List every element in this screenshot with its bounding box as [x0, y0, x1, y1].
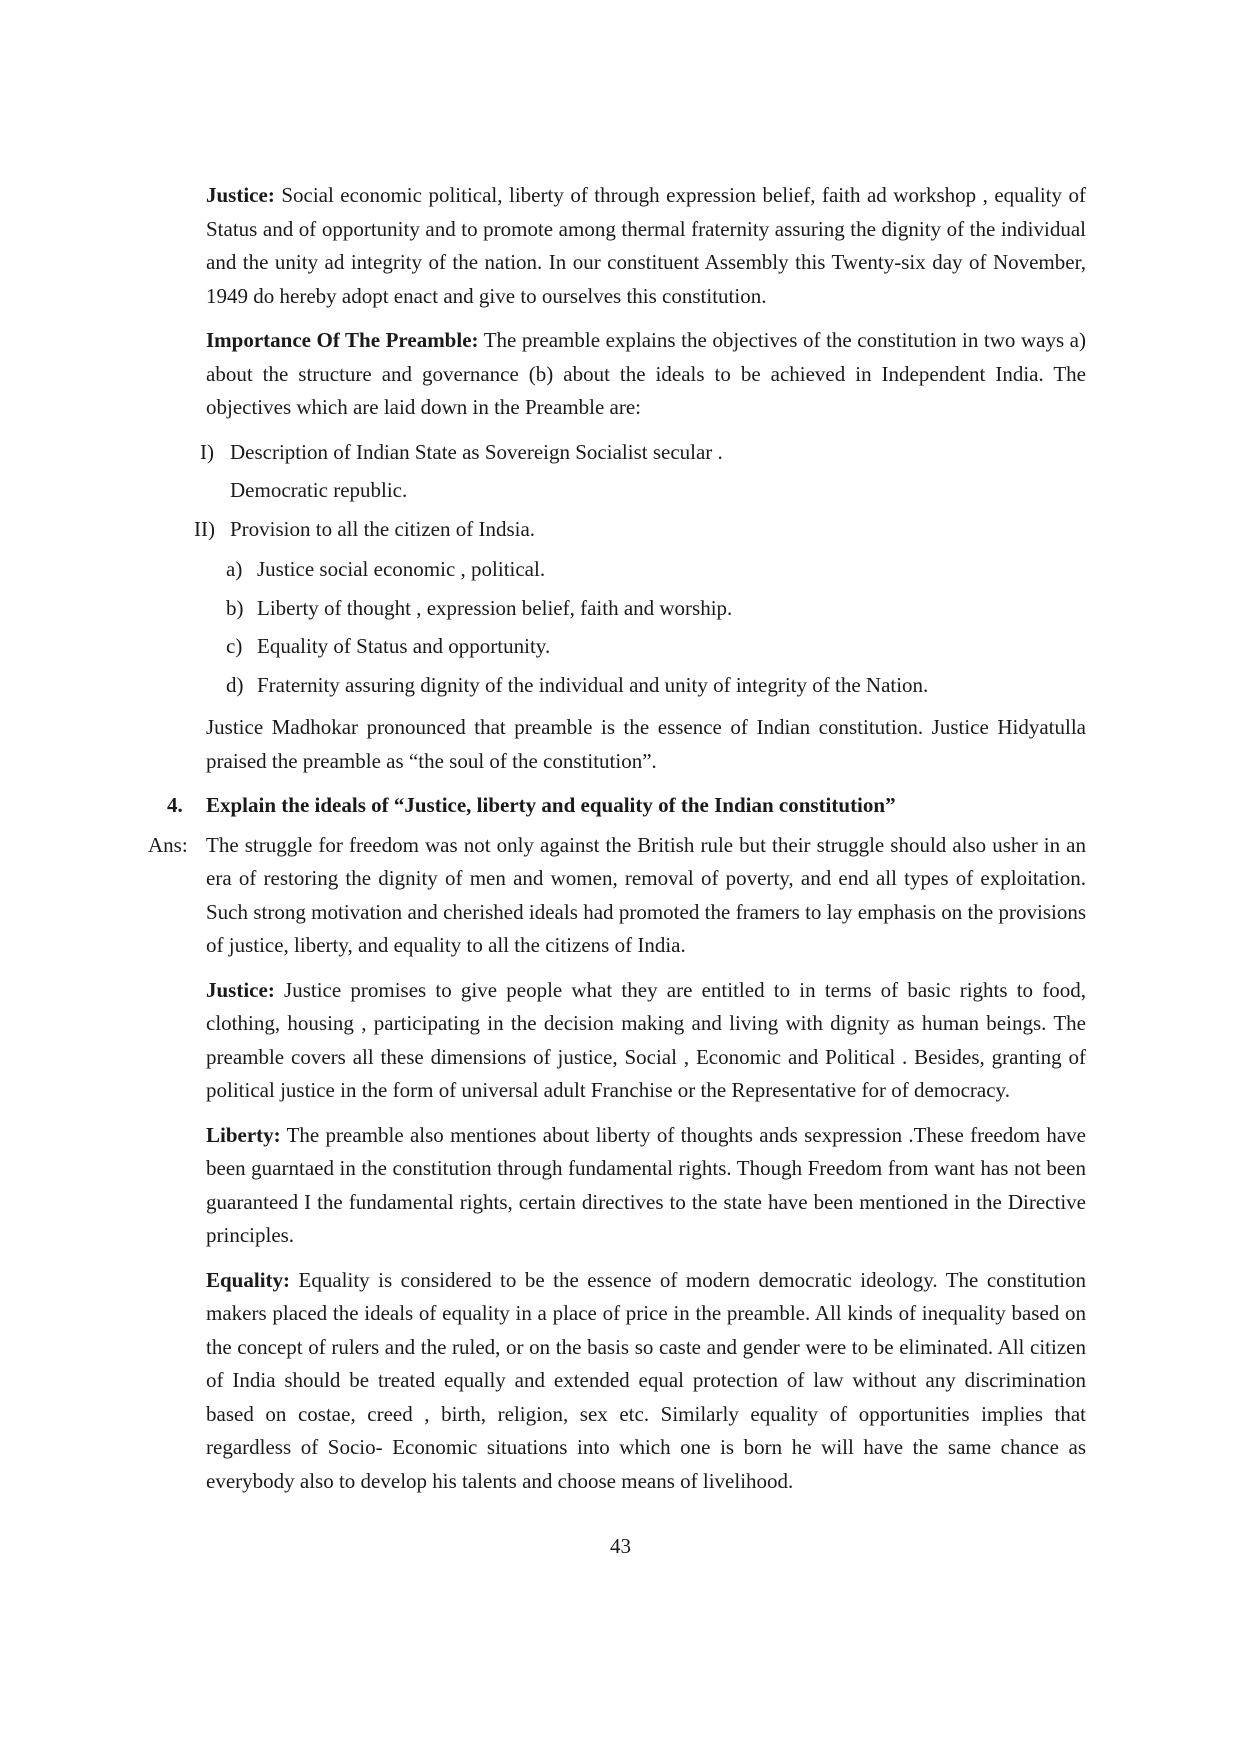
- list-item: [194, 513, 1086, 547]
- intro-paragraph-text: Social economic political, liberty of through expression belief, faith ad workshop , equality of Status and of opportunity and to promote among thermal fraternity assuring the dignity of the individual and the unity ad integrity of the nation. In our constituent Assembly this Twenty-six day of November, 1949 do hereby adopt enact and give to ourselves this constitution.: [206, 183, 1086, 308]
- quote-paragraph: Justice Madhokar pronounced that preamble is the essence of Indian constitution. Justice Hidyatulla praised the preamble as “the soul of the constitution”.: [206, 715, 1086, 773]
- question-number: 4.: [167, 793, 183, 817]
- importance-paragraph-label: Importance Of The Preamble:: [206, 328, 479, 352]
- list-item-text: Liberty of thought , expression belief, faith and worship.: [257, 595, 733, 620]
- list-item-text: Fraternity assuring dignity of the individual and unity of integrity of the Nation.: [257, 672, 929, 697]
- importance-paragraph-text: The preamble explains the objectives of the constitution in two ways a) about the structure and governance (b) about the ideals to be achieved in Independent India. The objectives which are laid down in the Preamble are:: [206, 328, 1086, 419]
- answer-label: Ans:: [148, 832, 188, 857]
- importance-paragraph: [206, 324, 1086, 425]
- intro-paragraph: [206, 179, 1086, 313]
- list-item-continuation: Democratic republic.: [230, 478, 408, 502]
- list-item: [200, 592, 1086, 626]
- list-item-text: Provision to all the citizen of Indsia.: [230, 516, 536, 541]
- list-item-marker: I): [200, 439, 214, 464]
- liberty-paragraph-label: Liberty:: [206, 1122, 281, 1147]
- list-item: [200, 553, 1086, 587]
- equality-paragraph-label: Equality:: [206, 1267, 291, 1292]
- list-item: [200, 630, 1086, 664]
- question-heading: [167, 789, 1086, 823]
- list-item-marker: b): [226, 595, 244, 620]
- list-item-text: Description of Indian State as Sovereign Socialist secular .: [230, 439, 723, 464]
- list-item-text: Equality of Status and opportunity.: [257, 634, 551, 658]
- intro-paragraph-label: Justice:: [206, 183, 275, 207]
- justice-paragraph: [206, 974, 1086, 1108]
- justice-paragraph-label: Justice:: [206, 977, 275, 1002]
- page-content: [148, 179, 1086, 1509]
- equality-paragraph-text: Equality is considered to be the essence of modern democratic ideology. The constitution makers placed the ideals of equality in a place of price in the preamble. All kinds of inequality based on the concept of rulers and the ruled, or on the basis so caste and gender were to be eliminated. All citizen of India should be treated equally and extended equal protection of law without any discrimination based on costae, creed , birth, religion, sex etc. Similarly equality of opportunities implies that regardless of Socio- Economic situations into which one is born he will have the same chance as everybody also to develop his talents and choose means of livelihood.: [206, 1267, 1086, 1493]
- answer-text: The struggle for freedom was not only against the British rule but their struggle should also usher in an era of restoring the dignity of men and women, removal of poverty, and end all types of exploitation. Such strong motivation and cherished ideals had promoted the framers to lay emphasis on the provisions of justice, liberty, and equality to all the citizens of India.: [206, 832, 1086, 957]
- objectives-list: [194, 436, 1086, 547]
- provisions-list: [206, 553, 1086, 702]
- justice-paragraph-text: Justice promises to give people what they are entitled to in terms of basic rights to food, clothing, housing , participating in the decision making and living with dignity as human beings. The preamble covers all these dimensions of justice, Social , Economic and Political . Besides, granting of political justice in the form of universal adult Franchise or the Representative for of democracy.: [206, 977, 1086, 1102]
- answer-paragraph: [148, 829, 1086, 963]
- list-item-marker: c): [226, 634, 243, 658]
- list-item-text: Justice social economic , political.: [257, 557, 546, 581]
- list-item: [200, 669, 1086, 703]
- liberty-paragraph-text: The preamble also mentiones about liberty of thoughts ands sexpression .These freedom have been guarntaed in the constitution through fundamental rights. Though Freedom from want has not been guaranteed I the fundamental rights, certain directives to the state have been mentioned in the Directive principles.: [206, 1122, 1086, 1247]
- list-item-marker: d): [226, 672, 244, 697]
- question-text: Explain the ideals of “Justice, liberty and equality of the Indian constitution”: [206, 793, 896, 817]
- liberty-paragraph: [206, 1119, 1086, 1253]
- list-item: [200, 436, 1086, 508]
- equality-paragraph: [206, 1264, 1086, 1499]
- page-number: 43: [610, 1534, 631, 1558]
- list-item-marker: II): [194, 516, 215, 541]
- list-item-marker: a): [226, 557, 243, 581]
